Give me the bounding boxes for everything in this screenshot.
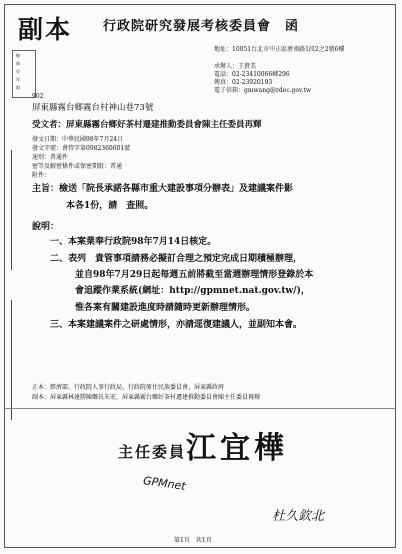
explanation-item: 惟各案有關建設進度時請隨時更新辦理情形。: [75, 303, 256, 313]
recipient-zip: 902: [32, 93, 44, 100]
stamp-line: 存: [16, 69, 20, 74]
receiver: 受文者：屏東縣霧台鄉好茶村遷建推動委員會陳主任委員再輝: [32, 120, 262, 130]
org-title: 行政院研究發展考核委員會 函: [103, 19, 300, 34]
sender-fax: 傳真：02-23920193: [214, 79, 273, 86]
stamp-line: 線: [16, 53, 20, 58]
recipient-address: 屏東縣霧台鄉霧台村神山巷73號: [32, 103, 154, 113]
explanation-item: 一、本案業奉行政院98年7月14日核定。: [50, 237, 217, 247]
binding-line: [11, 300, 12, 420]
cc-copy: 副本：屏東縣林達勝陳鄉長朱宏、屏東縣霧台鄉好茶村遷建推動委員會陳主任委員再輝: [32, 394, 261, 401]
stamp-line: 年: [16, 77, 20, 82]
handwritten-note: GPMnet: [142, 474, 187, 493]
explanation-item: 三、本案建議案件之研處情形，亦請逕復建議人，並副知本會。: [50, 320, 303, 330]
binding-line: [11, 150, 12, 270]
explanation-item: 二、表列 貴管事項請務必擬訂合理之預定完成日期積極辦理，: [50, 254, 303, 264]
stamp-line: 限: [16, 85, 20, 90]
explanation-label: 說明：: [32, 222, 60, 232]
handwritten-initials: 杜久欽北: [272, 509, 325, 524]
signature-name: 江宜樺: [186, 431, 288, 466]
stamp-line: 保: [16, 61, 20, 66]
explanation-item: 並自98年7月29日起每週五前將截至當週辦理情形登錄於本: [75, 270, 314, 280]
sender-phone: 電話：02-23410066轉296: [214, 71, 290, 78]
issue-date: 發文日期：中華民國98年7月24日: [32, 136, 124, 143]
signature-title: 主任委員: [118, 443, 187, 461]
attachment: 附件：: [32, 172, 51, 179]
speed: 速別：普通件: [32, 154, 69, 161]
cc-primary: 正本：經濟部、行政院人事行政局、行政院原住民族委員會、屏東縣政府: [32, 384, 225, 391]
subject-line-2: 本各1份，請 查照。: [66, 201, 154, 211]
archive-stamp: [12, 50, 36, 98]
copy-mark: 副本: [18, 15, 73, 44]
issue-number: 發文字號：會管字第0982360601號: [32, 145, 131, 152]
security-level: 密等及解密條件或保密期限：普通: [32, 163, 123, 170]
divider: [4, 408, 396, 409]
sender-contact: 承辦人：王貴美: [214, 63, 257, 70]
page-number: 第1頁 共1頁: [174, 537, 212, 544]
subject-line-1: 主旨：檢送「院長承諾各縣市重大建設事項分辦表」及建議案件影: [32, 184, 294, 194]
explanation-item: 會追蹤作業系統(網址：http://gpmnet.nat.gov.tw/)，: [75, 286, 310, 296]
sender-email: 電子信箱：gmwang@rdec.gov.tw: [214, 87, 312, 94]
sender-address: 地址：10051台北市中正區濟南路1段2之2號6樓: [214, 46, 345, 53]
